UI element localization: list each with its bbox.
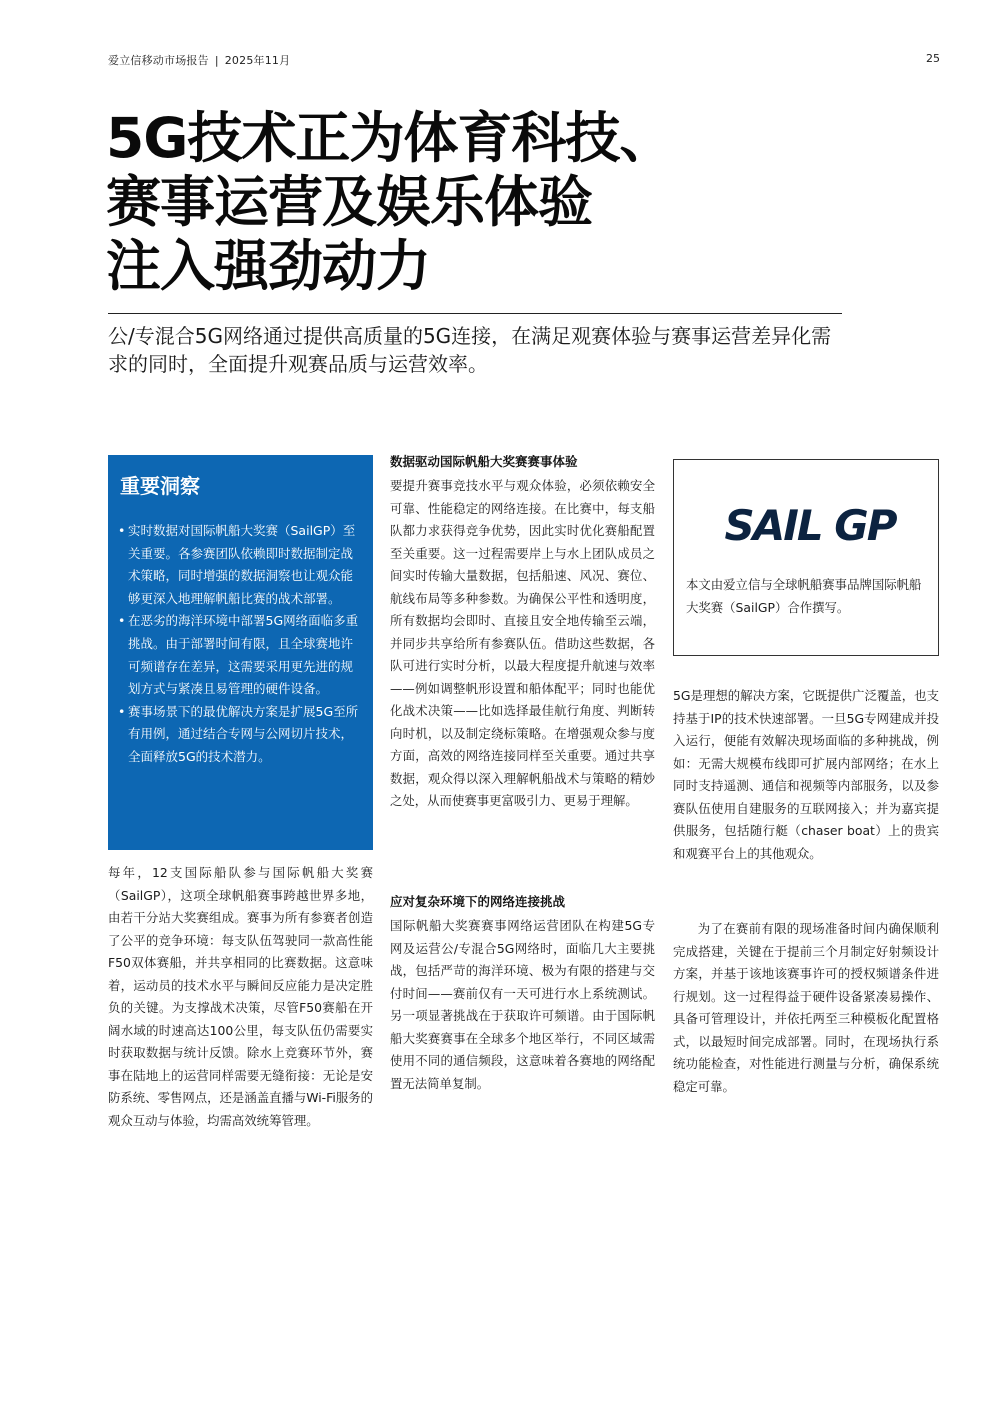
- section-data-driven: [390, 451, 655, 813]
- key-insights-box: [108, 455, 373, 850]
- running-header: [108, 52, 290, 68]
- title-line-3: 注入强劲动力: [106, 234, 431, 298]
- title-line-1: 5G技术正为体育科技、: [106, 106, 674, 170]
- section-text-data-driven: 要提升赛事竞技水平与观众体验，必须依赖安全可靠、性能稳定的网络连接。在比赛中，每支船队都力求获得竞争优势，因此实时优化赛船配置至关重要。这一过程需要岸上与水上团队成员之间实时传输大量数据，包括船速、风况、赛位、航线布局等多种参数。为确保公平性和透明度，所有数据均会即时、直接且安全地传输至云端，并同步共享给所有参赛队伍。借助这些数据，各队可进行实时分析，以最大程度提升航速与效率——例如调整帆形设置和船体配平；同时也能优化战术决策——比如选择最佳航行角度、判断转向时机，以及制定绕标策略。在增强观众参与度方面，高效的网络连接同样至关重要。通过共享数据，观众得以深入理解帆船战术与策略的精妙之处，从而使赛事更富吸引力、更易于理解。: [390, 478, 655, 808]
- section-heading-data-driven: 数据驱动国际帆船大奖赛赛事体验: [390, 454, 578, 469]
- header-separator: |: [214, 54, 219, 67]
- key-insights-title: 重要洞察: [120, 474, 200, 498]
- insight-item-1: • 实时数据对国际帆船大奖赛（SailGP）至关重要。各参赛团队依赖即时数据制定战术策略，同时增强的数据洞察也让观众能够更深入地理解帆船比赛的战术部署。: [118, 520, 359, 610]
- title-line-2: 赛事运营及娱乐体验: [106, 170, 593, 234]
- title-divider: [108, 313, 842, 314]
- insight-item-3: • 赛事场景下的最优解决方案是扩展5G至所有用例，通过结合专网与公网切片技术，全面释放5G的技术潜力。: [118, 701, 359, 769]
- sailgp-logo: SAIL GP: [724, 501, 896, 550]
- page-number: 25: [926, 52, 940, 65]
- deployment-paragraph: 为了在赛前有限的现场准备时间内确保顺利完成搭建，关键在于提前三个月制定好射频设计方案，并基于该地该赛事许可的授权频谱条件进行规划。这一过程得益于硬件设备紧凑易操作、具备可管理设计，并依托两至三种模板化配置格式，以最短时间完成部署。同时，在现场执行系统功能检查，对性能进行测量与分析，确保系统稳定可靠。: [673, 921, 939, 1094]
- page-title: [106, 106, 866, 298]
- page-subtitle: 公/专混合5G网络通过提供高质量的5G连接，在满足观赛体验与赛事运营差异化需求的同时，全面提升观赛品质与运营效率。: [108, 324, 832, 376]
- section-heading-connectivity: 应对复杂环境下的网络连接挑战: [390, 894, 566, 909]
- partner-box: [673, 459, 939, 656]
- solution-paragraph: 5G是理想的解决方案，它既提供广泛覆盖，也支持基于IP的技术快速部署。一旦5G专网建成并投入运行，便能有效解决现场面临的多种挑战，例如：无需大规模布线即可扩展内部网络；在水上同时支持遥测、通信和视频等内部服务，以及参赛队伍使用自建服务的互联网接入；并为嘉宾提供服务，包括随行艇（chaser boat）上的贵宾和观赛平台上的其他观众。: [673, 688, 939, 861]
- partner-note: 本文由爱立信与全球帆船赛事品牌国际帆船大奖赛（SailGP）合作撰写。: [686, 577, 922, 615]
- report-name: 爱立信移动市场报告: [108, 54, 209, 67]
- section-connectivity-challenges: [390, 891, 655, 1095]
- insight-item-2: • 在恶劣的海洋环境中部署5G网络面临多重挑战。由于部署时间有限，且全球赛地许可频谱存在差异，这需要采用更先进的规划方式与紧凑且易管理的硬件设备。: [118, 610, 359, 700]
- intro-paragraph: 每年，12支国际船队参与国际帆船大奖赛（SailGP），这项全球帆船赛事跨越世界多地，由若干分站大奖赛组成。赛事为所有参赛者创造了公平的竞争环境：每支队伍驾驶同一款高性能F50双体赛船，并共享相同的比赛数据。这意味着，运动员的技术水平与瞬间反应能力是决定胜负的关键。为支撑战术决策，尽管F50赛船在开阔水域的时速高达100公里，每支队伍仍需要实时获取数据与统计反馈。除水上竞赛环节外，赛事在陆地上的运营同样需要无缝衔接：无论是安防系统、零售网点，还是涵盖直播与Wi-Fi服务的观众互动与体验，均需高效统筹管理。: [108, 865, 373, 1128]
- key-insights-list: [118, 520, 359, 769]
- section-text-connectivity: 国际帆船大奖赛赛事网络运营团队在构建5G专网及运营公/专混合5G网络时，面临几大主要挑战，包括严苛的海洋环境、极为有限的搭建与交付时间——赛前仅有一天可进行水上系统测试。另一项显著挑战在于获取许可频谱。由于国际帆船大奖赛赛事在全球多个地区举行，不同区域需使用不同的通信频段，这意味着各赛地的网络配置无法简单复制。: [390, 918, 655, 1091]
- report-date: 2025年11月: [224, 54, 291, 67]
